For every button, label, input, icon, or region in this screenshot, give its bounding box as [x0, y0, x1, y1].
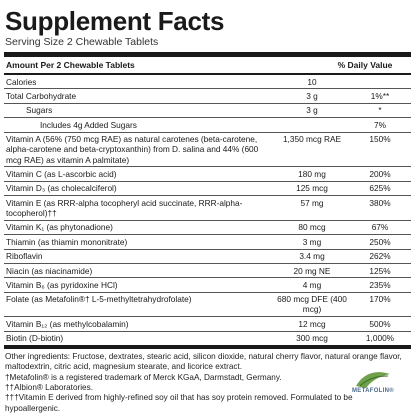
nutrient-name: Thiamin (as thiamin mononitrate): [6, 236, 128, 247]
label-title: Supplement Facts: [5, 6, 225, 36]
nutrient-row: [4, 332, 411, 345]
metafolin-logo: [350, 368, 394, 396]
metafolin-leaf-icon: [350, 368, 394, 390]
nutrient-name: Vitamin K₁ (as phytonadione): [6, 222, 113, 233]
nutrient-dv: *: [378, 105, 382, 116]
nutrient-amount: 10: [307, 76, 317, 87]
nutrient-amount: 300 mcg: [296, 333, 328, 344]
nutrient-row: [4, 235, 411, 249]
nutrient-dv: 235%: [369, 279, 391, 290]
nutrient-row: [4, 317, 411, 331]
nutrient-name: Vitamin B₁₂ (as methylcobalamin): [6, 318, 129, 329]
nutrient-name: Vitamin A (56% (750 mcg RAE) as natural carotenes (beta-carotene, alpha-carotene and beta-cryptoxanthin) from D. salina and 44% (600 mcg RAE) as vitamin A palmitate): [6, 134, 259, 165]
nutrient-amount: 3.4 mg: [299, 251, 325, 262]
nutrient-name: Sugars: [26, 105, 53, 116]
footnote-metafolin: †Metafolin® is a registered trademark of Merck KGaA, Darmstadt, Germany.: [5, 372, 282, 382]
nutrient-name: Riboflavin: [6, 251, 43, 262]
nutrient-dv: 380%: [369, 197, 391, 208]
nutrient-row: [4, 75, 411, 89]
nutrient-name: Vitamin C (as L-ascorbic acid): [6, 168, 117, 179]
serving-size: Serving Size 2 Chewable Tablets: [5, 36, 159, 48]
nutrient-amount: 57 mg: [300, 197, 324, 208]
nutrient-row: [4, 293, 411, 318]
nutrient-amount: 80 mcg: [298, 222, 326, 233]
nutrient-row: [4, 221, 411, 235]
nutrient-amount: 3 mg: [302, 236, 322, 247]
nutrient-amount: 125 mcg: [296, 183, 328, 194]
nutrient-row: [4, 264, 411, 278]
nutrient-dv: 67%: [371, 222, 389, 233]
nutrient-row: [4, 278, 411, 292]
footnote-vitamin-e: †††Vitamin E derived from highly-refined soy oil that has soy protein removed. Formulated to be hypoallergenic.: [5, 393, 353, 413]
nutrient-row: [4, 89, 411, 103]
daily-value-header: % Daily Value: [337, 60, 393, 70]
nutrient-dv: 1,000%: [365, 333, 395, 344]
table-header: [4, 57, 411, 73]
nutrient-amount: 4 mg: [302, 279, 322, 290]
nutrient-dv: 200%: [369, 168, 391, 179]
nutrient-name: Niacin (as niacinamide): [6, 265, 93, 276]
nutrient-name: Calories: [6, 76, 37, 87]
nutrient-dv: 125%: [369, 265, 391, 276]
nutrient-amount: 180 mg: [298, 168, 326, 179]
nutrient-row: [4, 167, 411, 181]
nutrient-amount: 3 g: [306, 90, 318, 101]
nutrient-dv: 150%: [369, 134, 391, 145]
nutrient-dv: 170%: [369, 294, 391, 305]
metafolin-logo-text: METAFOLIN®: [352, 388, 394, 394]
nutrient-dv: 250%: [369, 236, 391, 247]
nutrient-amount: 3 g: [306, 105, 318, 116]
nutrient-row: [4, 104, 411, 118]
nutrient-name: Total Carbohydrate: [6, 90, 77, 101]
nutrient-dv: 500%: [369, 318, 391, 329]
nutrient-dv: 262%: [369, 251, 391, 262]
supplement-facts-label: [4, 6, 411, 414]
nutrient-name: Folate (as Metafolin®† L-5-methyltetrahydrofolate): [6, 294, 192, 305]
nutrient-name: Includes 4g Added Sugars: [40, 119, 137, 130]
nutrient-name: Biotin (D-biotin): [6, 333, 64, 344]
nutrient-row: [4, 133, 411, 168]
nutrient-name: Vitamin D₃ (as cholecalciferol): [6, 183, 117, 194]
nutrient-dv: 7%: [374, 119, 386, 130]
nutrient-amount: 1,350 mcg RAE: [282, 134, 342, 145]
footnote-albion: ††Albion® Laboratories.: [5, 382, 93, 392]
nutrient-amount: 20 mg NE: [293, 265, 331, 276]
nutrient-row: [4, 250, 411, 264]
nutrient-dv: 1%**: [370, 90, 390, 101]
amount-header: Amount Per 2 Chewable Tablets: [6, 60, 135, 70]
nutrient-row: [4, 182, 411, 196]
nutrient-dv: 625%: [369, 183, 391, 194]
nutrient-amount: 680 mcg DFE (400 mcg): [277, 294, 347, 315]
nutrient-name: Vitamin B₆ (as pyridoxine HCl): [6, 279, 118, 290]
nutrient-amount: 12 mcg: [298, 318, 326, 329]
nutrient-row: [4, 196, 411, 221]
nutrient-row: [4, 118, 411, 132]
nutrient-name: Vitamin E (as RRR-alpha tocopheryl acid succinate, RRR-alpha-tocopherol)††: [6, 197, 243, 218]
other-ingredients: Other ingredients: Fructose, dextrates, stearic acid, silicon dioxide, natural cherry flavor, natural orange flavor, maltodextrin, citric acid, magnesium stearate, and licorice extract.: [5, 352, 402, 372]
